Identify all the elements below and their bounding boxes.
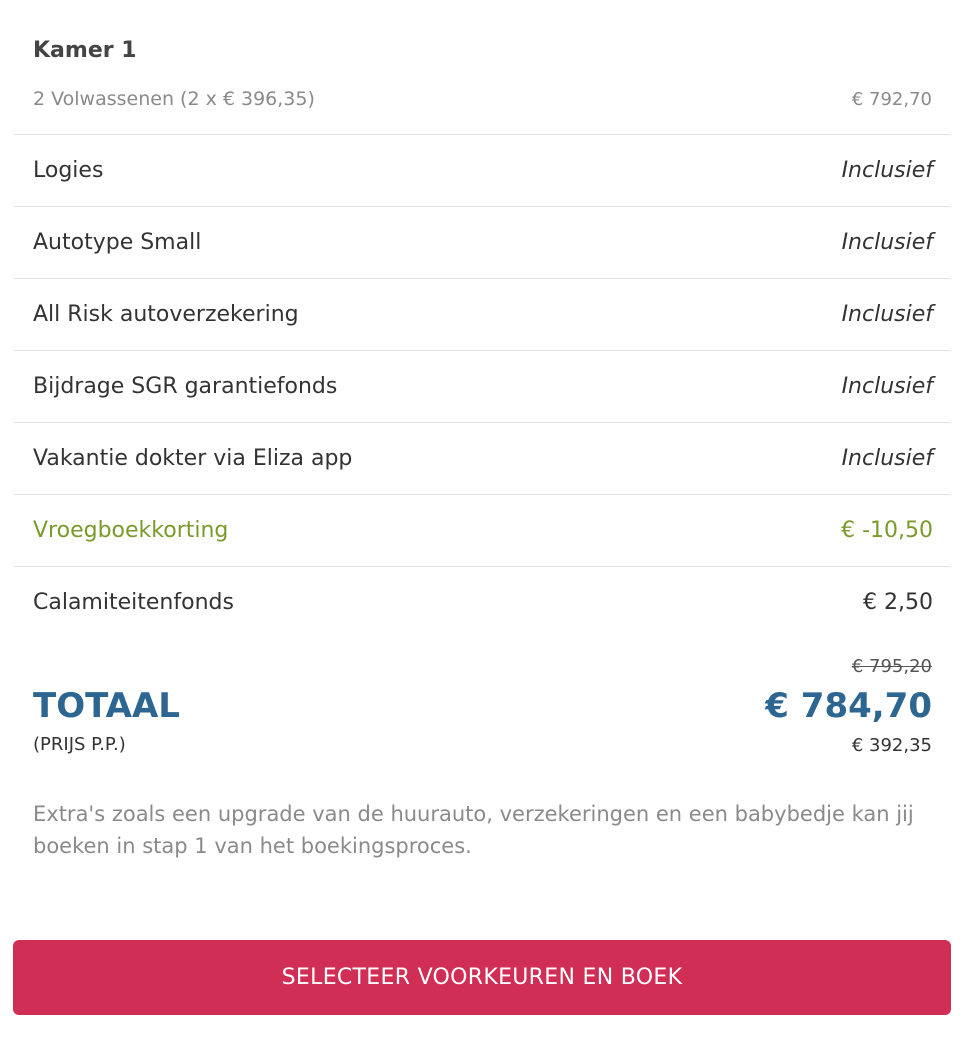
line-sgr (14, 350, 951, 422)
line-vakantie-dokter (14, 422, 951, 494)
total-label: TOTAAL (33, 686, 180, 726)
line-value: Inclusief (841, 446, 933, 471)
line-label: Calamiteitenfonds (33, 590, 234, 615)
room-title: Kamer 1 (33, 38, 137, 63)
line-value: Inclusief (841, 158, 933, 183)
room-occupancy: 2 Volwassenen (2 x € 396,35) (33, 88, 315, 110)
line-label: Vroegboekkorting (33, 518, 229, 543)
line-value: Inclusief (841, 374, 933, 399)
line-calamiteitenfonds (14, 566, 951, 638)
line-vroegboekkorting (14, 494, 951, 566)
line-logies (14, 134, 951, 206)
total-price: € 784,70 (765, 686, 932, 726)
line-value: Inclusief (841, 230, 933, 255)
line-value: € 2,50 (863, 590, 933, 615)
line-label: All Risk autoverzekering (33, 302, 299, 327)
line-label: Bijdrage SGR garantiefonds (33, 374, 338, 399)
line-autotype (14, 206, 951, 278)
per-person-price: € 392,35 (851, 735, 932, 756)
extras-note: Extra's zoals een upgrade van de huurauto, verzekeringen en een babybedje kan jij boeken in stap 1 van het boekingsproces. (33, 802, 914, 858)
per-person-label: (PRIJS P.P.) (33, 734, 126, 755)
room-occupancy-row (33, 88, 932, 110)
price-lines (14, 134, 951, 638)
line-value: € -10,50 (841, 518, 933, 543)
room-occupancy-amount: € 792,70 (851, 88, 932, 110)
line-label: Vakantie dokter via Eliza app (33, 446, 353, 471)
old-price: € 795,20 (851, 656, 932, 677)
line-label: Autotype Small (33, 230, 202, 255)
line-value: Inclusief (841, 302, 933, 327)
select-preferences-book-button[interactable]: SELECTEER VOORKEUREN EN BOEK (13, 940, 951, 1015)
line-all-risk (14, 278, 951, 350)
line-label: Logies (33, 158, 104, 183)
